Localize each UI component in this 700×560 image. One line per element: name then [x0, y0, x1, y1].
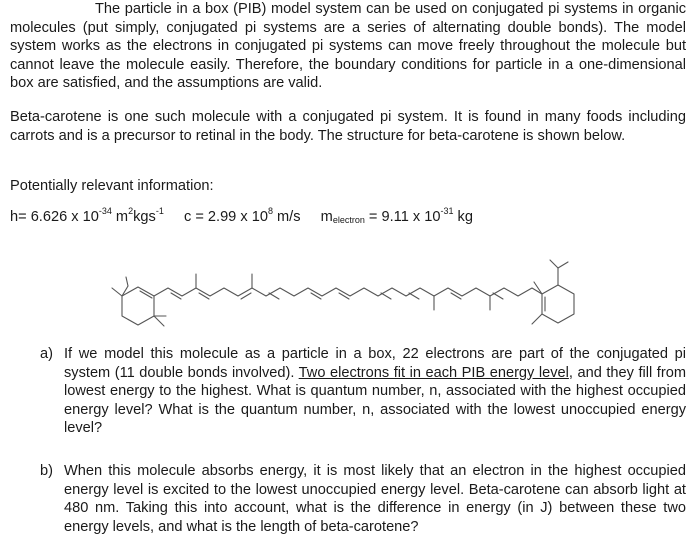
intro-paragraph-2: Beta-carotene is one such molecule with a conjugated pi system. It is found in many foods including carrots and is a precursor to retinal in the body. The structure for beta-carotene is shown below.: [10, 109, 686, 144]
right-ring: [542, 285, 574, 323]
right-methyl-4: [558, 262, 568, 268]
double-bond-2: [199, 293, 209, 299]
double-bond-4: [269, 293, 279, 299]
double-bond-6: [339, 293, 349, 299]
double-bond-8: [409, 293, 419, 299]
info-label: Potentially relevant information:: [10, 178, 214, 194]
question-a-label: a): [40, 346, 53, 362]
polyene-chain: [154, 288, 542, 296]
electron-mass: $m_{electron} = 9.11$ x $10^{-31}$ kg: [320, 206, 473, 225]
intro-paragraph-1: The particle in a box (PIB) model system can be used on conjugated pi systems in organic molecules (put simply, conjugated pi systems are a series of alternating double bonds). The model system works as the electrons in conjugated pi systems can move freely throughout the molecule but cannot leave the molecule easily. Therefore, the boundary conditions for particle in a one-dimensional box are satisfied, and the assumptions are valid.: [10, 1, 686, 92]
question-b-text: When this molecule absorbs energy, it is most likely that an electron in the highest occupied energy level is excited to the lowest unoccupied energy level. Beta-carotene can absorb light at 480 nm. Taking this into account, what is the difference in energy (in J) between these two energy levels, and what is the length of beta-carotene?: [64, 463, 686, 535]
planck-constant: h= 6.626 x $10^{-34}$ $m^2kgs^{-1}$: [10, 206, 164, 225]
left-ring: [122, 287, 154, 325]
question-a-underlined-text: Two electrons fit in each PIB energy level: [298, 364, 569, 381]
double-bond-10: [493, 293, 503, 299]
right-methyl-3: [550, 260, 558, 268]
left-methyl-lower: [154, 316, 164, 326]
question-a-text: If we model this molecule as a particle in a box, 22 electrons are part of the conjugated pi system (11 double bonds involved). Two electrons fit in each PIB energy level, and they fill from lowest energy to the highest. What is quantum number, n, associated with the highest occupied energy level? What is the quantum number, n, associated with the lowest unoccupied energy level?: [64, 346, 686, 437]
question-a: [40, 345, 686, 438]
left-methyl-3: [126, 277, 128, 286]
right-methyl-lower: [532, 314, 542, 324]
speed-of-light: c = 2.99 x $10^8$ m/s: [183, 206, 301, 225]
question-b: [40, 462, 686, 536]
left-methyl-1: [112, 288, 122, 296]
constants-line: [10, 208, 473, 227]
question-b-label: b): [40, 463, 53, 479]
double-bond-1: [171, 293, 181, 299]
beta-carotene-structure: [108, 240, 588, 335]
double-bond-5: [311, 293, 321, 299]
double-bond-7: [381, 293, 391, 299]
double-bond-9: [451, 293, 461, 299]
